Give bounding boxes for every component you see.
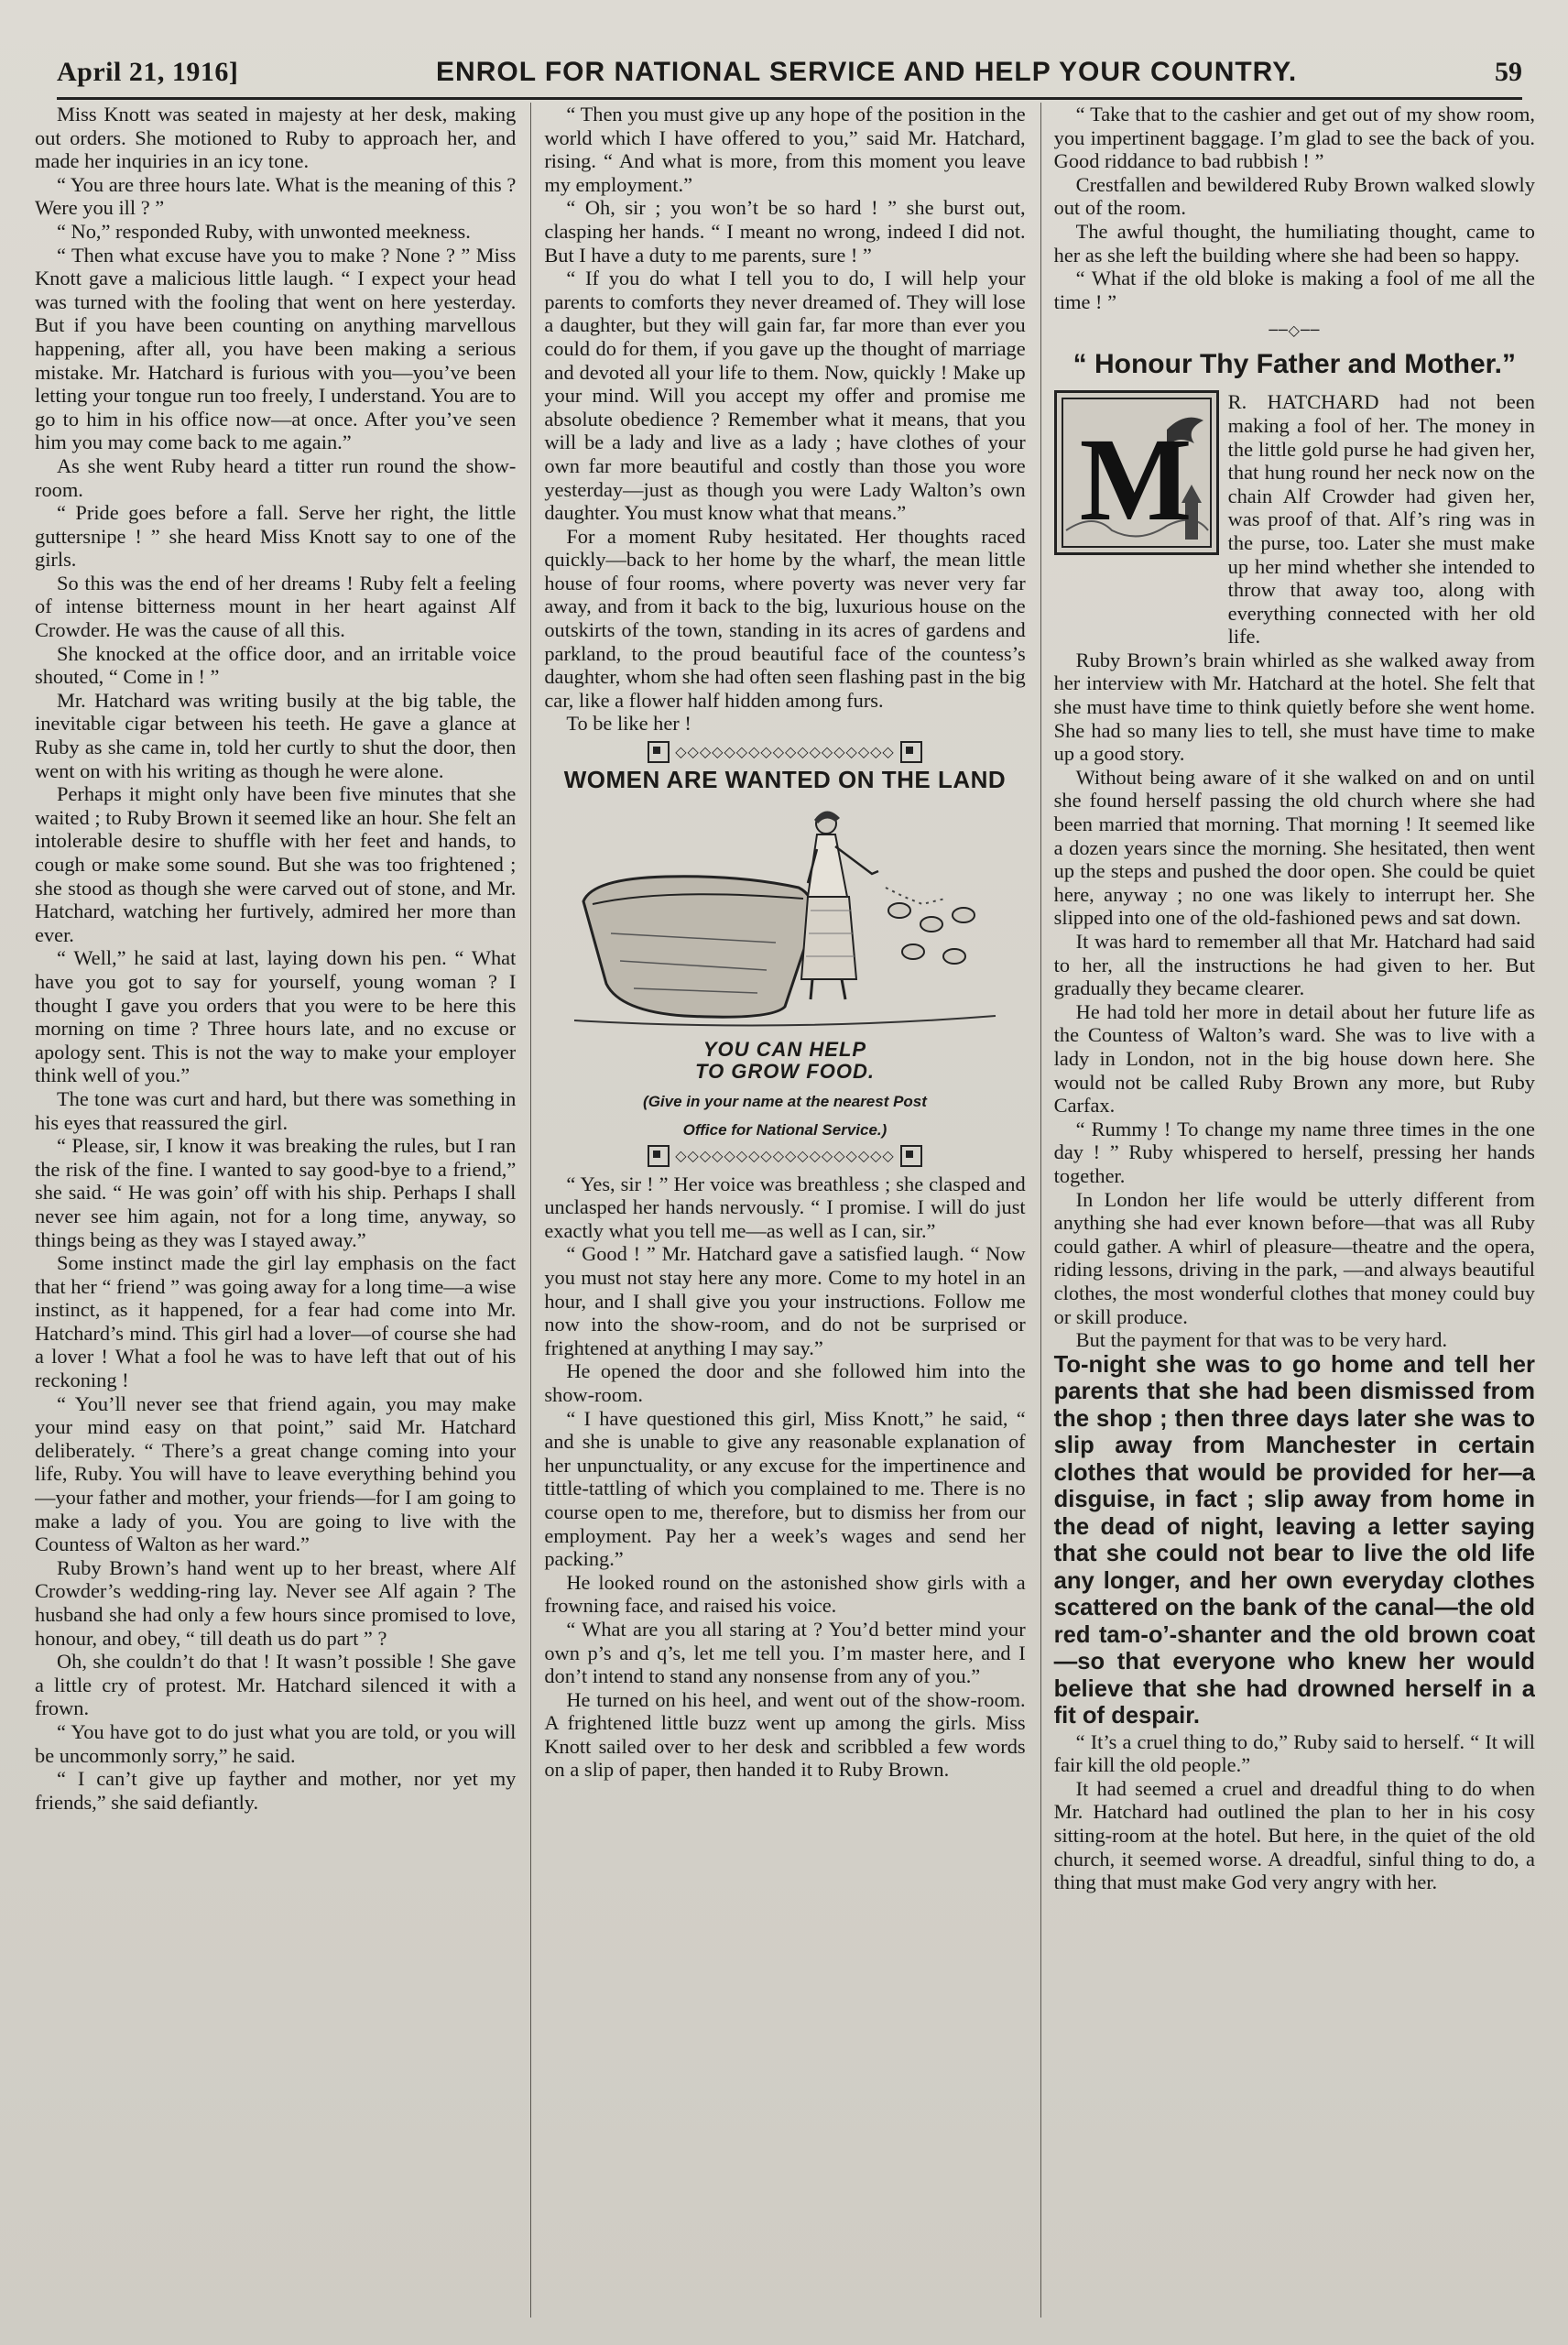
paragraph: “ Take that to the cashier and get out of my show room, you impertinent baggage. I’m glad to see the back of you. Good riddance to bad rubbish ! ” — [1053, 103, 1535, 173]
column-3-end-text — [1054, 1730, 1535, 1894]
paragraph: “ Then what excuse have you to make ? None ? ” Miss Knott gave a malicious little laugh. “ I expect your head was turned with the fooling that went on here yesterday. But if you have been counting on anything marvellous happening, after all, you have been making a serious mistake. Mr. Hatchard is furious with you—you’ve been letting your tongue run too freely, I understand. You are to go to him in his office now—at once. After you’ve seen him you may come back to me again.” — [35, 243, 517, 454]
column-1 — [35, 103, 516, 2318]
paragraph: “ You’ll never see that friend again, you may make your mind easy on that point,” said Mr. Hatchard deliberately. “ There’s a great change coming into your life, Ruby. You will have to leave everything behind you—your father and mother, your friends—for I am going to make a lady of you. You are going to live with the Countess of Walton as her ward.” — [35, 1391, 517, 1556]
paragraph: “ It’s a cruel thing to do,” Ruby said to herself. “ It will fair kill the old people.” — [1053, 1729, 1535, 1777]
column-2 — [530, 103, 1025, 2318]
ornament-rule-top: ◇◇◇◇◇◇◇◇◇◇◇◇◇◇◇◇◇◇ — [544, 741, 1025, 763]
paragraph: “ You are three hours late. What is the meaning of this ? Were you ill ? ” — [35, 172, 517, 220]
paragraph: It had seemed a cruel and dreadful thing to do when Mr. Hatchard had outlined the plan to her in his cosy sitting-room at the hotel. But here, in the quiet of the old church, it seemed worse. A dreadful, sinful thing to do, a thing that must make God very angry with her. — [1053, 1776, 1535, 1894]
section-title: “ Honour Thy Father and Mother.” — [1073, 349, 1516, 380]
page-number: 59 — [1494, 57, 1522, 87]
paragraph: Crestfallen and bewildered Ruby Brown walked slowly out of the room. — [1053, 172, 1535, 220]
paragraph: “ I can’t give up fayther and mother, nor yet my friends,” she said defiantly. — [35, 1767, 517, 1814]
paragraph: So this was the end of her dreams ! Ruby felt a feeling of intense bitterness mount in her heart against Alf Crowder. He was the cause of all this. — [35, 571, 517, 642]
paragraph: It was hard to remember all that Mr. Hatchard had said to her, all the instructions he had given to her. But gradually they became clearer. — [1053, 930, 1535, 1000]
paragraph: In London her life would be utterly different from anything she had ever known before—that was all Ruby could gather. A whirl of pleasure—theatre and the opera, riding lessons, driving in the park, —and always beautiful clothes, the most wonderful clothes that money could buy or skill produce. — [1053, 1187, 1535, 1328]
dropcap-paragraph: R. HATCHARD had not been making a fool of her. The money in the little gold purse he had given her, that hung round her neck now on the chain Alf Crowder had given her, was proof of that. Alf’s ring was in the purse, too. Later she must make up her mind whether she intended to throw that away too, along with everything connected with her old life. — [1227, 390, 1535, 649]
paragraph: He opened the door and she followed him into the show-room. — [544, 1359, 1026, 1406]
paragraph: Without being aware of it she walked on and on until she found herself passing the old church where she had been married that morning. That morning ! It seemed like a dozen years since the morning. She hesitated, then went up the steps and pushed the door open. She could be quiet here, anyway ; no one was likely to interrupt her. She slipped into one of the old-fashioned pews and sat down. — [1053, 765, 1535, 930]
paragraph: Ruby Brown’s brain whirled as she walked away from her interview with Mr. Hatchard at the hotel. She felt that she must have time to think quietly before she went home. She had so many lies to tell, she must have time to make up a good story. — [1053, 648, 1535, 766]
column-3 — [1040, 103, 1535, 2318]
dropcap-block — [1054, 390, 1535, 649]
column-3-top-text — [1054, 103, 1535, 313]
paragraph: “ Oh, sir ; you won’t be so hard ! ” she burst out, clasping her hands. “ I meant no wrong, indeed I did not. But I have a duty to me parents, sure ! ” — [544, 196, 1026, 267]
paragraph: To be like her ! — [566, 712, 691, 736]
paragraph: Mr. Hatchard was writing busily at the big table, the inevitable cigar between his teeth. He gave a glance at Ruby as she came in, told her curtly to shut the door, then went on with his writing as though he were alone. — [35, 688, 517, 782]
ornament-divider: ──◇── — [1269, 321, 1321, 339]
paragraph: The tone was curt and hard, but there was something in his eyes that reassured the girl. — [35, 1086, 517, 1134]
column-3-middle-text — [1054, 649, 1535, 1352]
ornament-rule-bottom: ◇◇◇◇◇◇◇◇◇◇◇◇◇◇◇◇◇◇ — [544, 1145, 1025, 1167]
paragraph: “ Yes, sir ! ” Her voice was breathless ; she clasped and unclasped her hands nervously. “ I promise. I will do just exactly what you tell me—as well as I can, sir.” — [544, 1172, 1026, 1242]
paragraph: Oh, she couldn’t do that ! It wasn’t possible ! She gave a little cry of protest. Mr. Hatchard silenced it with a frown. — [35, 1650, 517, 1720]
page-slogan: ENROL FOR NATIONAL SERVICE AND HELP YOUR COUNTRY. — [436, 57, 1298, 87]
bold-paragraph: To-night she was to go home and tell her parents that she had been dismissed from the shop ; then three days later she was to slip away from Manchester in certain clothes that would be provided for her—a disguise, in fact ; slip away from home in the dead of night, leaving a letter saying that she could not bear to live the old life any longer, and her own everyday clothes scattered on the bank of the canal—the old red tam-o’-shanter and the old brown coat—so that everyone who knew her would believe that she had drowned herself in a fit of despair. — [1053, 1351, 1535, 1729]
paragraph: Perhaps it might only have been five minutes that she waited ; to Ruby Brown it seemed like an hour. She felt an intolerable desire to shuffle with her feet and hands, to cough or make some sound. But she was too frightened ; she stood as though she were carved out of stone, and Mr. Hatchard, watching her furtively, admired her more than ever. — [35, 782, 517, 946]
land-girl-illustration — [556, 796, 1014, 1039]
paragraph: He turned on his heel, and went out of the show-room. A frightened little buzz went up among the girls. Miss Knott sailed over to her desk and scribbled a few words on a slip of paper, then handed it to Ruby Brown. — [544, 1687, 1026, 1782]
paragraph: “ Well,” he said at last, laying down his pen. “ What have you got to say for yourself, young woman ? I thought I gave you orders that you were to be here this morning on time ? Three hours late, and no excuse or apology sent. This is not the way to make your employer think well of you.” — [35, 946, 517, 1087]
ad-line-2: TO GROW FOOD. — [695, 1059, 875, 1083]
paragraph: “ No,” responded Ruby, with unwonted meekness. — [57, 219, 471, 243]
paragraph: He had told her more in detail about her future life as the Countess of Walton’s ward. She was to live with a lady in London, not in the big house down here. She would not be called Ruby Brown any more, but Ruby Carfax. — [1053, 999, 1535, 1118]
ad-line-1: YOU CAN HELP — [702, 1037, 867, 1061]
paragraph: “ Then you must give up any hope of the position in the world which I have offered to you,” said Mr. Hatchard, rising. “ And what is more, from this moment you leave my employment.” — [544, 103, 1026, 196]
paragraph: Some instinct made the girl lay emphasis on the fact that her “ friend ” was going away for a long time—a wise instinct, as it happened, for a fear had come into Mr. Hatchard’s mind. This girl had a lover—of course she had a lover ! What a fool he was to have left that out of his reckoning ! — [35, 1251, 517, 1392]
ad-note-1: (Give in your name at the nearest Post — [643, 1092, 927, 1110]
paragraph: For a moment Ruby hesitated. Her thoughts raced quickly—back to her home by the wharf, the mean little house of four rooms, where poverty was never very far away, and from it back to the big, luxurious house on the outskirts of the town, standing in its acres of gardens and parkland, to the proud beautiful face of the countess’s daughter, whom she had often seen flashing past in the big car, like a flower half hidden among furs. — [544, 524, 1026, 712]
paragraph: “ Good ! ” Mr. Hatchard gave a satisfied laugh. “ Now you must not stay here any more. Come to my hotel in an hour, and I shall give you your instructions. Follow me now into the show-room, and do not be surprised or frightened at anything I may say.” — [544, 1242, 1026, 1359]
paragraph: Ruby Brown’s hand went up to her breast, where Alf Crowder’s wedding-ring lay. Never see Alf again ? The husband she had only a few hours since promised to love, honour, and obey, “ till death us do part ” ? — [35, 1555, 517, 1650]
paragraph: She knocked at the office door, and an irritable voice shouted, “ Come in ! ” — [35, 641, 517, 689]
ad-note-2: Office for National Service.) — [682, 1120, 887, 1139]
paragraph: “ If you do what I tell you to do, I will help your parents to comforts they never dreamed of. They will lose a daughter, but they will gain far, far more than ever you could do for them, if you gave up the thought of marriage and devoted all your life to them. Now, quickly ! Make up your mind. Will you accept my offer and promise me absolute obedience ? Remember what it means, that you will be a lady and live as a lady ; have clothes of your own far more beautiful and costly than those you wore yesterday—just as though you were Lady Walton’s own daughter. You must know what that means.” — [544, 267, 1026, 525]
paragraph: As she went Ruby heard a titter run round the show-room. — [35, 453, 517, 501]
paragraph: “ What if the old bloke is making a fool of me all the time ! ” — [1053, 267, 1535, 313]
running-head — [57, 57, 1522, 100]
paragraph: “ Please, sir, I know it was breaking the rules, but I ran the risk of the fine. I wanted to say good-bye to a friend,” she said. “ He was goin’ off with his ship. Perhaps I shall never see him again, not for a long time, anyway, so things being as they was I stayed away.” — [35, 1134, 517, 1251]
column-2-top-text — [544, 103, 1025, 736]
paragraph: “ You have got to do just what you are told, or you will be uncommonly sorry,” he said. — [35, 1719, 517, 1767]
paragraph: “ I have questioned this girl, Miss Knott,” he said, “ and she is unable to give any reasonable explanation of her unpunctuality, or any excuse for the impertinence and tittle-tattling of which you complained to me. There is no course open to me, therefore, but to dismiss her from our employment. Pay her a week’s wages and send her packing.” — [544, 1406, 1026, 1571]
advertisement — [544, 766, 1025, 1140]
paragraph: “ Pride goes before a fall. Serve her right, the little guttersnipe ! ” she heard Miss Knott say to one of the girls. — [35, 501, 517, 572]
paragraph: He looked round on the astonished show girls with a frowning face, and raised his voice. — [544, 1570, 1026, 1618]
paragraph: “ What are you all staring at ? You’d better mind your own p’s and q’s, let me tell you. I’m master here, and I don’t intend to stand any nonsense from any of you.” — [544, 1617, 1026, 1688]
dropcap-letter — [1054, 390, 1219, 555]
paragraph: Miss Knott was seated in majesty at her desk, making out orders. She motioned to Ruby to approach her, and made her inquiries in an icy tone. — [35, 103, 517, 173]
issue-date: April 21, 1916] — [57, 57, 239, 87]
paragraph: But the payment for that was to be very hard. — [1075, 1328, 1448, 1352]
column-2-bottom-text — [544, 1172, 1025, 1782]
paragraph: “ Rummy ! To change my name three times in the one day ! ” Ruby whispered to herself, pressing her hands together. — [1053, 1117, 1535, 1187]
paragraph: The awful thought, the humiliating thought, came to her as she left the building where she had been so happy. — [1053, 219, 1535, 267]
ad-title: WOMEN ARE WANTED ON THE LAND — [563, 766, 1007, 794]
svg-text:M: M — [1079, 414, 1192, 547]
columns — [35, 103, 1535, 2318]
